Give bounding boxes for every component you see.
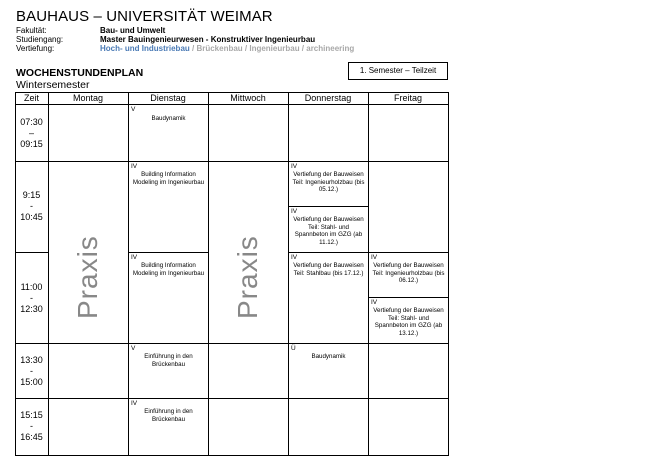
course-entry: IV Building Information Modeling im Ingenieurbau (131, 254, 205, 277)
time-slot-4: 13:30 - 15:00 (20, 355, 43, 387)
course-entry: IV Vertiefung der Bauweisen Teil: Stahl- und Spannbeton im GZG (ab 13.12.) (371, 299, 444, 337)
time-slot-3: 11:00 - 12:30 (20, 282, 43, 314)
course-entry: IV Vertiefung der Bauweisen Teil: Ingenieurholzbau (bis 05.12.) (291, 163, 365, 194)
course-entry: IV Vertiefung der Bauweisen Teil: Stahlbau (bis 17.12.) (291, 254, 364, 277)
column-header-friday: Freitag (393, 93, 422, 103)
program-value: Master Bauingenieurwesen - Konstruktiver Ingenieurbau (100, 35, 316, 44)
faculty-label: Fakultät: (16, 26, 47, 35)
course-entry: V Baudynamik (131, 106, 186, 122)
column-header-time: Zeit (23, 93, 39, 103)
schedule-title: WOCHENSTUNDENPLAN (16, 67, 144, 79)
faculty-value: Bau- und Umwelt (100, 26, 166, 35)
column-header-thursday: Donnerstag (304, 93, 352, 103)
course-entry: IV Einführung in den Brückenbau (131, 400, 193, 423)
specialization-active: Hoch- und Industriebau (100, 44, 190, 53)
time-slot-1: 07:30 – 09:15 (20, 117, 43, 149)
course-entry: IV Vertiefung der Bauweisen Teil: Ingenieurholzbau (bis 06.12.) (371, 254, 445, 285)
column-header-monday: Montag (72, 93, 104, 103)
program-label: Studiengang: (16, 35, 64, 44)
time-slot-2: 9:15 - 10:45 (20, 190, 43, 222)
column-header-wednesday: Mittwoch (230, 93, 266, 103)
praxis-label-monday: Praxis (72, 235, 103, 319)
specialization-label: Vertiefung: (16, 44, 55, 53)
course-entry: IV Vertiefung der Bauweisen Teil: Stahl- und Spannbeton im GZG (ab 11.12.) (291, 208, 364, 246)
course-entry: IV Building Information Modeling im Ingenieurbau (131, 163, 205, 186)
specialization-others: / Brückenbau / Ingenieurbau / archineering (189, 44, 355, 53)
semester-badge: 1. Semester – Teilzeit (348, 62, 448, 80)
praxis-label-wednesday: Praxis (232, 235, 263, 319)
university-name: BAUHAUS – UNIVERSITÄT WEIMAR (16, 8, 273, 25)
course-entry: Ü Baudynamik (291, 345, 346, 360)
time-slot-5: 15:15 - 16:45 (20, 410, 43, 442)
schedule-term: Wintersemester (16, 79, 90, 91)
course-entry: V Einführung in den Brückenbau (131, 345, 193, 368)
program-info (16, 26, 354, 53)
column-header-tuesday: Dienstag (150, 93, 186, 103)
